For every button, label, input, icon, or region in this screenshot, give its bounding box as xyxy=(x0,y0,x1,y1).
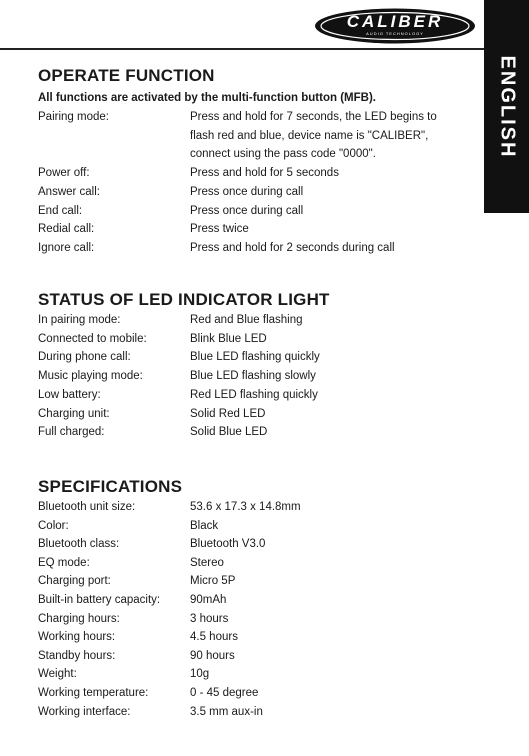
spec-key: Bluetooth class: xyxy=(38,538,120,551)
operate-value-line: connect using the pass code "0000". xyxy=(190,148,376,161)
operate-value xyxy=(190,183,484,202)
spec-value: 90 hours xyxy=(190,649,235,662)
spec-key: Working hours: xyxy=(38,631,116,644)
spec-value: Bluetooth V3.0 xyxy=(190,538,266,551)
header-rule xyxy=(0,48,484,50)
spec-row xyxy=(38,498,484,517)
operate-section xyxy=(38,66,484,258)
led-key: Full charged: xyxy=(38,426,105,439)
operate-row xyxy=(38,220,484,239)
led-row xyxy=(38,330,484,349)
operate-value xyxy=(190,220,484,239)
spec-key: Charging hours: xyxy=(38,612,120,625)
operate-value-line: Press and hold for 7 seconds, the LED begins to xyxy=(190,111,437,123)
spec-row xyxy=(38,591,484,610)
logo-tagline: AUDIO TECHNOLOGY xyxy=(366,31,424,36)
spec-row xyxy=(38,610,484,629)
operate-key: End call: xyxy=(38,204,83,217)
spec-value: 53.6 x 17.3 x 14.8mm xyxy=(190,501,301,513)
spec-value: Stereo xyxy=(190,556,224,569)
language-tab-label: ENGLISH xyxy=(496,55,518,158)
operate-key: Pairing mode: xyxy=(38,111,109,123)
led-table xyxy=(38,311,484,442)
operate-intro: All functions are activated by the multi-function button (MFB). xyxy=(38,92,376,104)
operate-table xyxy=(38,108,484,258)
operate-value-line: Press once during call xyxy=(190,185,304,198)
spec-key: Bluetooth unit size: xyxy=(38,501,136,513)
operate-value-line: Press and hold for 2 seconds during call xyxy=(190,241,395,254)
led-row xyxy=(38,386,484,405)
led-value: Solid Blue LED xyxy=(190,426,268,439)
operate-value-line: Press and hold for 5 seconds xyxy=(190,167,339,180)
operate-value xyxy=(190,202,484,221)
spec-key: Charging port: xyxy=(38,575,111,588)
led-value: Red LED flashing quickly xyxy=(190,388,318,401)
led-value: Solid Red LED xyxy=(190,407,266,420)
led-row xyxy=(38,367,484,386)
led-key: Connected to mobile: xyxy=(38,332,147,345)
spec-row xyxy=(38,647,484,666)
operate-key: Power off: xyxy=(38,167,90,180)
led-key: During phone call: xyxy=(38,351,131,364)
spec-value: 0 - 45 degree xyxy=(190,686,259,699)
spec-row xyxy=(38,554,484,573)
operate-key: Ignore call: xyxy=(38,241,95,254)
led-key: In pairing mode: xyxy=(38,314,121,326)
spec-value: Black xyxy=(190,519,219,532)
led-value: Blink Blue LED xyxy=(190,332,267,345)
spec-row xyxy=(38,535,484,554)
spec-key: Standby hours: xyxy=(38,649,116,662)
operate-row xyxy=(38,164,484,183)
specs-title: SPECIFICATIONS xyxy=(38,477,183,496)
spec-key: Built-in battery capacity: xyxy=(38,593,161,606)
spec-row xyxy=(38,572,484,591)
operate-row xyxy=(38,202,484,221)
led-value: Blue LED flashing quickly xyxy=(190,351,320,364)
operate-value xyxy=(190,164,484,183)
language-tab xyxy=(484,0,529,213)
led-key: Low battery: xyxy=(38,388,101,401)
operate-row xyxy=(38,183,484,202)
led-section xyxy=(38,290,484,442)
spec-row xyxy=(38,517,484,536)
led-title: STATUS OF LED INDICATOR LIGHT xyxy=(38,290,330,309)
spec-value: 4.5 hours xyxy=(190,631,238,644)
operate-row xyxy=(38,239,484,258)
led-key: Charging unit: xyxy=(38,407,110,420)
operate-title: OPERATE FUNCTION xyxy=(38,66,215,85)
spec-key: Color: xyxy=(38,519,69,532)
operate-row xyxy=(38,108,484,164)
spec-row xyxy=(38,703,484,722)
led-row xyxy=(38,405,484,424)
operate-value-line: Press once during call xyxy=(190,204,304,217)
spec-key: EQ mode: xyxy=(38,556,90,569)
led-row xyxy=(38,311,484,330)
spec-value: 10g xyxy=(190,668,210,681)
spec-row xyxy=(38,684,484,703)
operate-value-line: Press twice xyxy=(190,223,249,236)
spec-key: Weight: xyxy=(38,668,77,681)
logo-wordmark: CALIBER xyxy=(346,12,444,31)
spec-row xyxy=(38,665,484,684)
specs-section xyxy=(38,477,484,721)
led-value: Blue LED flashing slowly xyxy=(190,370,316,383)
caliber-logo xyxy=(314,7,476,45)
spec-value: 3.5 mm aux-in xyxy=(190,705,263,718)
operate-value xyxy=(190,239,484,258)
led-key: Music playing mode: xyxy=(38,370,143,383)
spec-row xyxy=(38,628,484,647)
led-row xyxy=(38,423,484,442)
operate-key: Redial call: xyxy=(38,223,95,236)
spec-value: Micro 5P xyxy=(190,575,236,588)
operate-value-line: flash red and blue, device name is "CALIBER", xyxy=(190,129,429,142)
spec-value: 90mAh xyxy=(190,593,227,606)
spec-key: Working interface: xyxy=(38,705,131,718)
led-row xyxy=(38,348,484,367)
operate-key: Answer call: xyxy=(38,185,100,198)
specs-table xyxy=(38,498,484,721)
spec-value: 3 hours xyxy=(190,612,229,625)
led-value: Red and Blue flashing xyxy=(190,314,303,326)
spec-key: Working temperature: xyxy=(38,686,149,699)
operate-value xyxy=(190,108,484,164)
